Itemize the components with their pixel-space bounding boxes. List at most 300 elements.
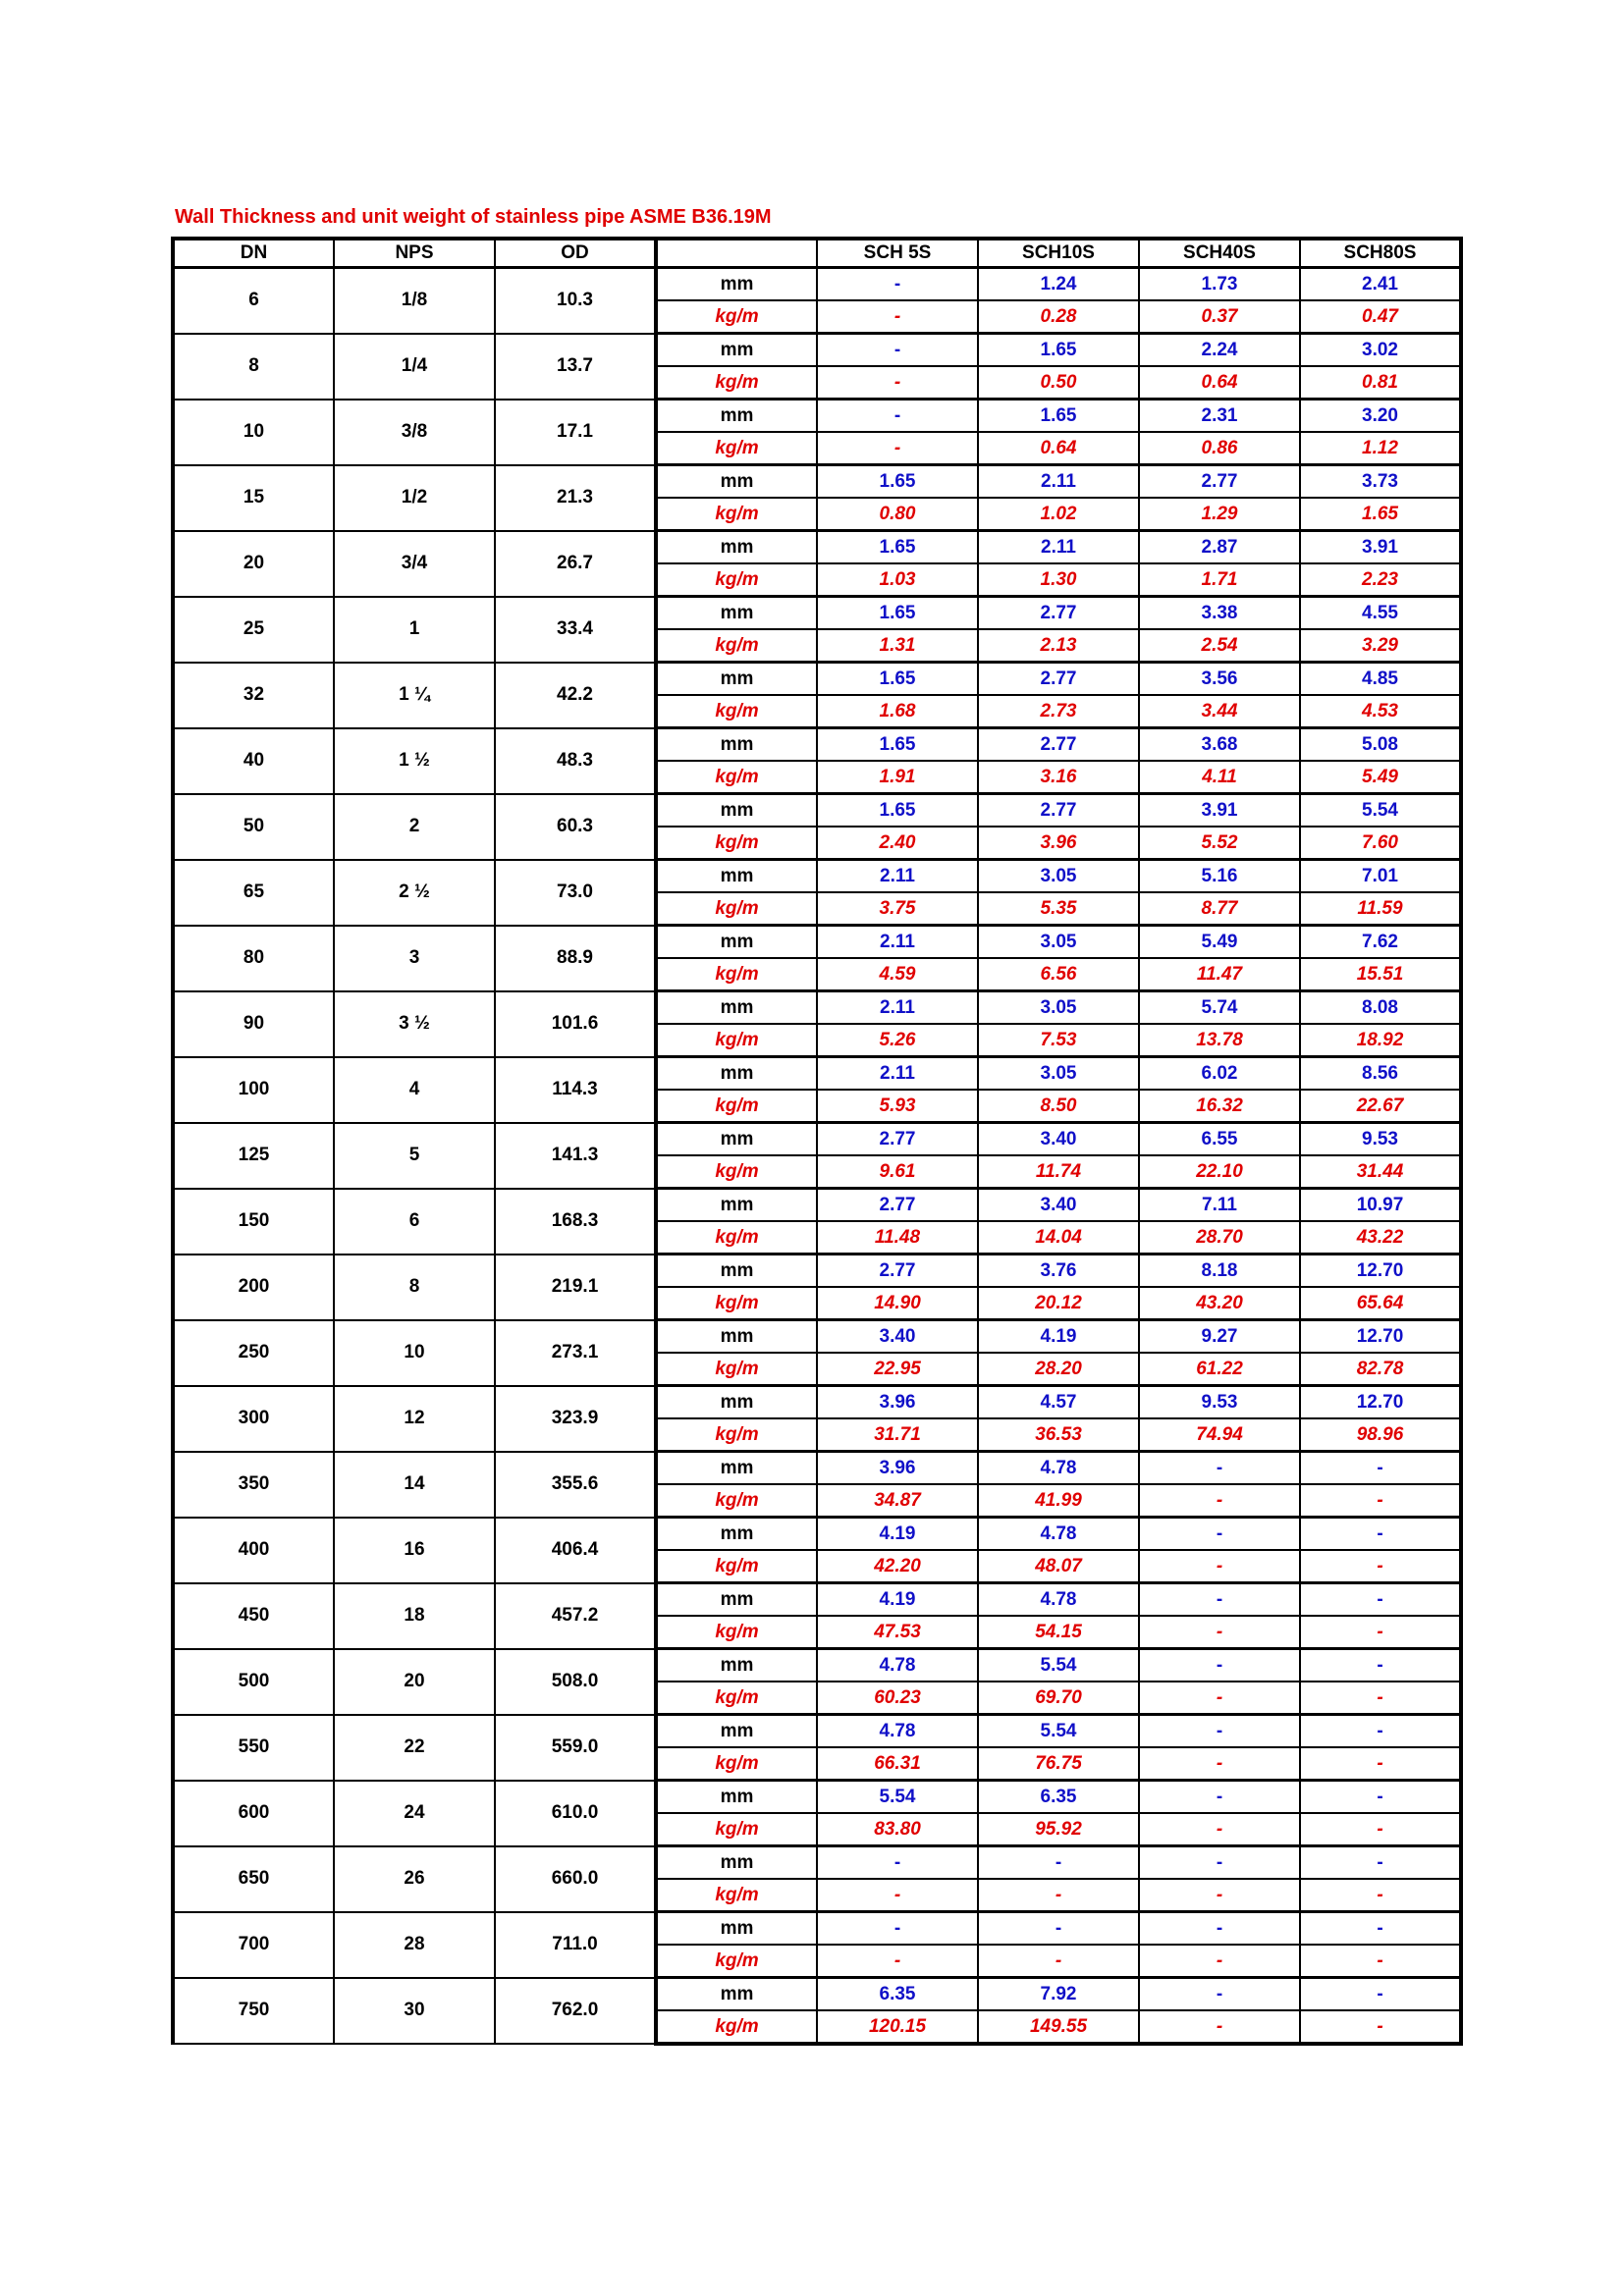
table-row [173, 268, 1461, 301]
sch5s-weight-cell: 31.71 [817, 1418, 978, 1452]
sch80s-thickness-cell: - [1300, 1583, 1461, 1617]
od-cell: 219.1 [495, 1255, 656, 1320]
unit-mm-label: mm [656, 663, 817, 696]
unit-mm-label: mm [656, 1320, 817, 1354]
nps-cell: 2 ½ [334, 860, 495, 926]
sch80s-thickness-cell: 8.08 [1300, 991, 1461, 1025]
sch80s-thickness-cell: 5.08 [1300, 728, 1461, 762]
unit-mm-label: mm [656, 1912, 817, 1946]
sch5s-thickness-cell: 1.65 [817, 794, 978, 828]
sch40s-thickness-cell: - [1139, 1452, 1300, 1485]
sch80s-weight-cell: - [1300, 1550, 1461, 1583]
sch40s-thickness-cell: 6.55 [1139, 1123, 1300, 1156]
sch10s-thickness-cell: 3.05 [978, 991, 1139, 1025]
sch5s-weight-cell: 1.31 [817, 629, 978, 663]
unit-kg-label: kg/m [656, 958, 817, 991]
sch10s-thickness-cell: 7.92 [978, 1978, 1139, 2011]
dn-cell: 25 [173, 597, 334, 663]
unit-mm-label: mm [656, 1846, 817, 1880]
sch10s-thickness-cell: 3.05 [978, 1057, 1139, 1091]
sch5s-thickness-cell: 1.65 [817, 663, 978, 696]
sch5s-weight-cell: 9.61 [817, 1155, 978, 1189]
sch5s-weight-cell: 11.48 [817, 1221, 978, 1255]
sch10s-thickness-cell: - [978, 1912, 1139, 1946]
sch40s-thickness-cell: 2.87 [1139, 531, 1300, 564]
sch5s-weight-cell: 4.59 [817, 958, 978, 991]
sch40s-thickness-cell: 2.24 [1139, 334, 1300, 367]
sch5s-weight-cell: - [817, 1879, 978, 1912]
sch5s-weight-cell: 14.90 [817, 1287, 978, 1320]
sch5s-thickness-cell: 2.11 [817, 991, 978, 1025]
unit-mm-label: mm [656, 728, 817, 762]
sch10s-weight-cell: - [978, 1879, 1139, 1912]
sch10s-thickness-cell: - [978, 1846, 1139, 1880]
unit-kg-label: kg/m [656, 1353, 817, 1386]
sch80s-weight-cell: - [1300, 1747, 1461, 1781]
sch10s-thickness-cell: 2.77 [978, 597, 1139, 630]
sch5s-weight-cell: 22.95 [817, 1353, 978, 1386]
table-row [173, 1912, 1461, 1946]
dn-cell: 150 [173, 1189, 334, 1255]
dn-cell: 65 [173, 860, 334, 926]
unit-mm-label: mm [656, 1978, 817, 2011]
sch40s-weight-cell: 0.37 [1139, 300, 1300, 334]
sch5s-weight-cell: 47.53 [817, 1616, 978, 1649]
nps-cell: 1/2 [334, 465, 495, 531]
sch5s-weight-cell: 3.75 [817, 892, 978, 926]
sch5s-thickness-cell: 5.54 [817, 1781, 978, 1814]
sch40s-thickness-cell: - [1139, 1715, 1300, 1748]
sch5s-weight-cell: 0.80 [817, 498, 978, 531]
unit-mm-label: mm [656, 268, 817, 301]
dn-cell: 250 [173, 1320, 334, 1386]
sch40s-weight-cell: 0.64 [1139, 366, 1300, 400]
od-cell: 101.6 [495, 991, 656, 1057]
sch5s-thickness-cell: 1.65 [817, 465, 978, 499]
sch5s-weight-cell: 60.23 [817, 1682, 978, 1715]
sch10s-weight-cell: 0.64 [978, 432, 1139, 465]
od-cell: 73.0 [495, 860, 656, 926]
unit-kg-label: kg/m [656, 695, 817, 728]
dn-cell: 32 [173, 663, 334, 728]
unit-mm-label: mm [656, 991, 817, 1025]
nps-cell: 1 [334, 597, 495, 663]
nps-cell: 30 [334, 1978, 495, 2045]
nps-cell: 1 ¼ [334, 663, 495, 728]
unit-kg-label: kg/m [656, 1550, 817, 1583]
sch10s-weight-cell: 54.15 [978, 1616, 1139, 1649]
sch10s-weight-cell: 69.70 [978, 1682, 1139, 1715]
sch10s-weight-cell: 36.53 [978, 1418, 1139, 1452]
sch5s-thickness-cell: 2.11 [817, 1057, 978, 1091]
dn-cell: 10 [173, 400, 334, 465]
unit-mm-label: mm [656, 860, 817, 893]
header-sch40s: SCH40S [1139, 239, 1300, 268]
sch10s-thickness-cell: 4.78 [978, 1518, 1139, 1551]
unit-kg-label: kg/m [656, 761, 817, 794]
sch10s-weight-cell: 28.20 [978, 1353, 1139, 1386]
sch10s-weight-cell: 11.74 [978, 1155, 1139, 1189]
od-cell: 17.1 [495, 400, 656, 465]
sch40s-weight-cell: 8.77 [1139, 892, 1300, 926]
sch80s-weight-cell: 7.60 [1300, 827, 1461, 860]
nps-cell: 3/8 [334, 400, 495, 465]
sch80s-thickness-cell: 4.55 [1300, 597, 1461, 630]
table-row [173, 1978, 1461, 2011]
sch10s-thickness-cell: 3.40 [978, 1123, 1139, 1156]
unit-kg-label: kg/m [656, 1221, 817, 1255]
nps-cell: 24 [334, 1781, 495, 1846]
page-title: Wall Thickness and unit weight of stainless pipe ASME B36.19M [175, 206, 772, 228]
sch80s-thickness-cell: - [1300, 1715, 1461, 1748]
table-row [173, 860, 1461, 893]
sch10s-thickness-cell: 2.77 [978, 728, 1139, 762]
sch80s-thickness-cell: - [1300, 1518, 1461, 1551]
sch80s-weight-cell: 4.53 [1300, 695, 1461, 728]
sch80s-weight-cell: 18.92 [1300, 1024, 1461, 1057]
sch80s-weight-cell: - [1300, 1945, 1461, 1978]
sch40s-weight-cell: - [1139, 1945, 1300, 1978]
table-row [173, 1320, 1461, 1354]
sch5s-thickness-cell: - [817, 400, 978, 433]
nps-cell: 18 [334, 1583, 495, 1649]
sch40s-thickness-cell: 5.49 [1139, 926, 1300, 959]
header-unit [656, 239, 817, 268]
sch5s-thickness-cell: 4.19 [817, 1583, 978, 1617]
nps-cell: 5 [334, 1123, 495, 1189]
sch40s-weight-cell: 0.86 [1139, 432, 1300, 465]
sch40s-thickness-cell: 2.31 [1139, 400, 1300, 433]
sch80s-weight-cell: 98.96 [1300, 1418, 1461, 1452]
od-cell: 13.7 [495, 334, 656, 400]
sch80s-thickness-cell: 3.73 [1300, 465, 1461, 499]
sch40s-thickness-cell: 2.77 [1139, 465, 1300, 499]
od-cell: 42.2 [495, 663, 656, 728]
od-cell: 660.0 [495, 1846, 656, 1912]
nps-cell: 1/8 [334, 268, 495, 334]
header-sch5s: SCH 5S [817, 239, 978, 268]
sch10s-thickness-cell: 1.65 [978, 400, 1139, 433]
unit-mm-label: mm [656, 1189, 817, 1222]
sch80s-thickness-cell: 7.62 [1300, 926, 1461, 959]
table-row [173, 1189, 1461, 1222]
sch5s-thickness-cell: 3.40 [817, 1320, 978, 1354]
sch40s-thickness-cell: 6.02 [1139, 1057, 1300, 1091]
od-cell: 355.6 [495, 1452, 656, 1518]
sch80s-weight-cell: - [1300, 1813, 1461, 1846]
unit-mm-label: mm [656, 465, 817, 499]
sch5s-thickness-cell: 1.65 [817, 728, 978, 762]
dn-cell: 300 [173, 1386, 334, 1452]
sch10s-thickness-cell: 3.05 [978, 926, 1139, 959]
sch5s-thickness-cell: - [817, 1846, 978, 1880]
sch80s-thickness-cell: 3.91 [1300, 531, 1461, 564]
sch80s-weight-cell: 5.49 [1300, 761, 1461, 794]
table-row [173, 597, 1461, 630]
pipe-dimension-table [171, 237, 1463, 2046]
sch10s-thickness-cell: 5.54 [978, 1715, 1139, 1748]
table-row [173, 926, 1461, 959]
unit-mm-label: mm [656, 1781, 817, 1814]
sch40s-thickness-cell: - [1139, 1912, 1300, 1946]
sch5s-thickness-cell: 1.65 [817, 597, 978, 630]
od-cell: 141.3 [495, 1123, 656, 1189]
sch5s-weight-cell: 5.93 [817, 1090, 978, 1123]
sch80s-thickness-cell: 12.70 [1300, 1386, 1461, 1419]
sch40s-weight-cell: 13.78 [1139, 1024, 1300, 1057]
sch40s-thickness-cell: 9.27 [1139, 1320, 1300, 1354]
dn-cell: 80 [173, 926, 334, 991]
dn-cell: 125 [173, 1123, 334, 1189]
unit-kg-label: kg/m [656, 432, 817, 465]
sch5s-thickness-cell: 2.11 [817, 926, 978, 959]
dn-cell: 200 [173, 1255, 334, 1320]
nps-cell: 6 [334, 1189, 495, 1255]
table-row [173, 663, 1461, 696]
sch80s-weight-cell: 1.65 [1300, 498, 1461, 531]
sch5s-weight-cell: 1.91 [817, 761, 978, 794]
sch40s-weight-cell: 11.47 [1139, 958, 1300, 991]
sch10s-thickness-cell: 2.77 [978, 663, 1139, 696]
table-row [173, 531, 1461, 564]
dn-cell: 15 [173, 465, 334, 531]
nps-cell: 20 [334, 1649, 495, 1715]
od-cell: 21.3 [495, 465, 656, 531]
nps-cell: 14 [334, 1452, 495, 1518]
sch40s-thickness-cell: - [1139, 1583, 1300, 1617]
sch10s-weight-cell: 48.07 [978, 1550, 1139, 1583]
unit-kg-label: kg/m [656, 2010, 817, 2044]
unit-mm-label: mm [656, 1583, 817, 1617]
sch10s-weight-cell: 2.13 [978, 629, 1139, 663]
unit-kg-label: kg/m [656, 1879, 817, 1912]
sch80s-thickness-cell: - [1300, 1649, 1461, 1682]
sch80s-thickness-cell: 9.53 [1300, 1123, 1461, 1156]
sch10s-weight-cell: 8.50 [978, 1090, 1139, 1123]
unit-kg-label: kg/m [656, 1418, 817, 1452]
nps-cell: 2 [334, 794, 495, 860]
sch40s-weight-cell: - [1139, 1616, 1300, 1649]
sch40s-thickness-cell: 9.53 [1139, 1386, 1300, 1419]
unit-kg-label: kg/m [656, 1155, 817, 1189]
sch10s-weight-cell: 6.56 [978, 958, 1139, 991]
header-sch80s: SCH80S [1300, 239, 1461, 268]
sch5s-thickness-cell: 3.96 [817, 1452, 978, 1485]
od-cell: 457.2 [495, 1583, 656, 1649]
od-cell: 323.9 [495, 1386, 656, 1452]
table-row [173, 1781, 1461, 1814]
nps-cell: 3 ½ [334, 991, 495, 1057]
sch5s-weight-cell: 2.40 [817, 827, 978, 860]
od-cell: 60.3 [495, 794, 656, 860]
sch80s-thickness-cell: 7.01 [1300, 860, 1461, 893]
nps-cell: 26 [334, 1846, 495, 1912]
sch40s-weight-cell: - [1139, 1484, 1300, 1518]
dn-cell: 50 [173, 794, 334, 860]
sch40s-weight-cell: 22.10 [1139, 1155, 1300, 1189]
table-row [173, 400, 1461, 433]
od-cell: 168.3 [495, 1189, 656, 1255]
dn-cell: 20 [173, 531, 334, 597]
sch5s-weight-cell: - [817, 1945, 978, 1978]
sch10s-thickness-cell: 3.76 [978, 1255, 1139, 1288]
sch40s-weight-cell: - [1139, 1682, 1300, 1715]
unit-mm-label: mm [656, 1649, 817, 1682]
dn-cell: 750 [173, 1978, 334, 2045]
sch5s-weight-cell: - [817, 366, 978, 400]
dn-cell: 40 [173, 728, 334, 794]
od-cell: 711.0 [495, 1912, 656, 1978]
sch40s-thickness-cell: 5.74 [1139, 991, 1300, 1025]
table-row [173, 991, 1461, 1025]
sch80s-weight-cell: 0.81 [1300, 366, 1461, 400]
od-cell: 273.1 [495, 1320, 656, 1386]
sch40s-thickness-cell: - [1139, 1978, 1300, 2011]
sch10s-thickness-cell: 6.35 [978, 1781, 1139, 1814]
unit-mm-label: mm [656, 531, 817, 564]
sch5s-weight-cell: - [817, 300, 978, 334]
nps-cell: 12 [334, 1386, 495, 1452]
dn-cell: 90 [173, 991, 334, 1057]
sch40s-thickness-cell: 3.91 [1139, 794, 1300, 828]
nps-cell: 1/4 [334, 334, 495, 400]
sch5s-weight-cell: 5.26 [817, 1024, 978, 1057]
sch80s-thickness-cell: 12.70 [1300, 1255, 1461, 1288]
od-cell: 559.0 [495, 1715, 656, 1781]
od-cell: 762.0 [495, 1978, 656, 2045]
od-cell: 406.4 [495, 1518, 656, 1583]
sch10s-weight-cell: 41.99 [978, 1484, 1139, 1518]
sch10s-thickness-cell: 1.65 [978, 334, 1139, 367]
table-row [173, 1846, 1461, 1880]
sch40s-weight-cell: 74.94 [1139, 1418, 1300, 1452]
nps-cell: 8 [334, 1255, 495, 1320]
sch10s-weight-cell: 1.30 [978, 563, 1139, 597]
sch40s-thickness-cell: 1.73 [1139, 268, 1300, 301]
sch80s-weight-cell: 2.23 [1300, 563, 1461, 597]
sch10s-thickness-cell: 2.11 [978, 531, 1139, 564]
sch80s-weight-cell: 0.47 [1300, 300, 1461, 334]
table-row [173, 794, 1461, 828]
sch10s-thickness-cell: 2.77 [978, 794, 1139, 828]
sch5s-thickness-cell: 4.78 [817, 1649, 978, 1682]
dn-cell: 650 [173, 1846, 334, 1912]
dn-cell: 400 [173, 1518, 334, 1583]
unit-kg-label: kg/m [656, 1616, 817, 1649]
unit-kg-label: kg/m [656, 1024, 817, 1057]
sch10s-thickness-cell: 4.57 [978, 1386, 1139, 1419]
sch40s-thickness-cell: 8.18 [1139, 1255, 1300, 1288]
sch10s-weight-cell: - [978, 1945, 1139, 1978]
unit-mm-label: mm [656, 334, 817, 367]
sch40s-weight-cell: 28.70 [1139, 1221, 1300, 1255]
sch10s-weight-cell: 76.75 [978, 1747, 1139, 1781]
unit-mm-label: mm [656, 1057, 817, 1091]
od-cell: 10.3 [495, 268, 656, 334]
dn-cell: 450 [173, 1583, 334, 1649]
dn-cell: 6 [173, 268, 334, 334]
sch80s-weight-cell: 43.22 [1300, 1221, 1461, 1255]
od-cell: 33.4 [495, 597, 656, 663]
nps-cell: 1 ½ [334, 728, 495, 794]
sch80s-thickness-cell: 5.54 [1300, 794, 1461, 828]
sch80s-thickness-cell: 2.41 [1300, 268, 1461, 301]
sch80s-weight-cell: 22.67 [1300, 1090, 1461, 1123]
table-row [173, 728, 1461, 762]
nps-cell: 28 [334, 1912, 495, 1978]
dn-cell: 100 [173, 1057, 334, 1123]
unit-kg-label: kg/m [656, 498, 817, 531]
sch5s-weight-cell: 83.80 [817, 1813, 978, 1846]
unit-kg-label: kg/m [656, 1090, 817, 1123]
sch40s-weight-cell: 16.32 [1139, 1090, 1300, 1123]
unit-kg-label: kg/m [656, 892, 817, 926]
unit-kg-label: kg/m [656, 300, 817, 334]
sch40s-weight-cell: 1.71 [1139, 563, 1300, 597]
sch5s-weight-cell: 1.03 [817, 563, 978, 597]
sch5s-thickness-cell: - [817, 268, 978, 301]
sch40s-weight-cell: 2.54 [1139, 629, 1300, 663]
sch80s-thickness-cell: 10.97 [1300, 1189, 1461, 1222]
sch10s-weight-cell: 149.55 [978, 2010, 1139, 2044]
sch5s-thickness-cell: 1.65 [817, 531, 978, 564]
nps-cell: 16 [334, 1518, 495, 1583]
sch80s-thickness-cell: 12.70 [1300, 1320, 1461, 1354]
sch5s-thickness-cell: 2.77 [817, 1255, 978, 1288]
sch80s-thickness-cell: - [1300, 1846, 1461, 1880]
sch80s-weight-cell: 82.78 [1300, 1353, 1461, 1386]
sch80s-weight-cell: - [1300, 1879, 1461, 1912]
sch5s-weight-cell: 1.68 [817, 695, 978, 728]
table-row [173, 1583, 1461, 1617]
unit-mm-label: mm [656, 1386, 817, 1419]
table-row [173, 334, 1461, 367]
dn-cell: 8 [173, 334, 334, 400]
sch80s-thickness-cell: - [1300, 1452, 1461, 1485]
header-sch10s: SCH10S [978, 239, 1139, 268]
sch10s-weight-cell: 1.02 [978, 498, 1139, 531]
sch10s-thickness-cell: 1.24 [978, 268, 1139, 301]
sch40s-weight-cell: 61.22 [1139, 1353, 1300, 1386]
unit-kg-label: kg/m [656, 366, 817, 400]
sch40s-weight-cell: - [1139, 1747, 1300, 1781]
sch5s-thickness-cell: 2.77 [817, 1123, 978, 1156]
sch80s-thickness-cell: 3.20 [1300, 400, 1461, 433]
dn-cell: 700 [173, 1912, 334, 1978]
nps-cell: 4 [334, 1057, 495, 1123]
sch5s-weight-cell: 66.31 [817, 1747, 978, 1781]
sch5s-thickness-cell: 2.11 [817, 860, 978, 893]
sch80s-thickness-cell: - [1300, 1978, 1461, 2011]
sch40s-thickness-cell: 7.11 [1139, 1189, 1300, 1222]
table-row [173, 1255, 1461, 1288]
sch40s-thickness-cell: - [1139, 1649, 1300, 1682]
sch5s-weight-cell: 34.87 [817, 1484, 978, 1518]
sch10s-thickness-cell: 3.40 [978, 1189, 1139, 1222]
sch5s-weight-cell: - [817, 432, 978, 465]
unit-kg-label: kg/m [656, 827, 817, 860]
table-row [173, 1386, 1461, 1419]
unit-kg-label: kg/m [656, 1484, 817, 1518]
table-row [173, 1649, 1461, 1682]
sch10s-weight-cell: 2.73 [978, 695, 1139, 728]
unit-mm-label: mm [656, 597, 817, 630]
sch10s-thickness-cell: 4.19 [978, 1320, 1139, 1354]
table-row [173, 1123, 1461, 1156]
sch40s-weight-cell: - [1139, 1813, 1300, 1846]
sch80s-weight-cell: 3.29 [1300, 629, 1461, 663]
sch40s-weight-cell: 4.11 [1139, 761, 1300, 794]
